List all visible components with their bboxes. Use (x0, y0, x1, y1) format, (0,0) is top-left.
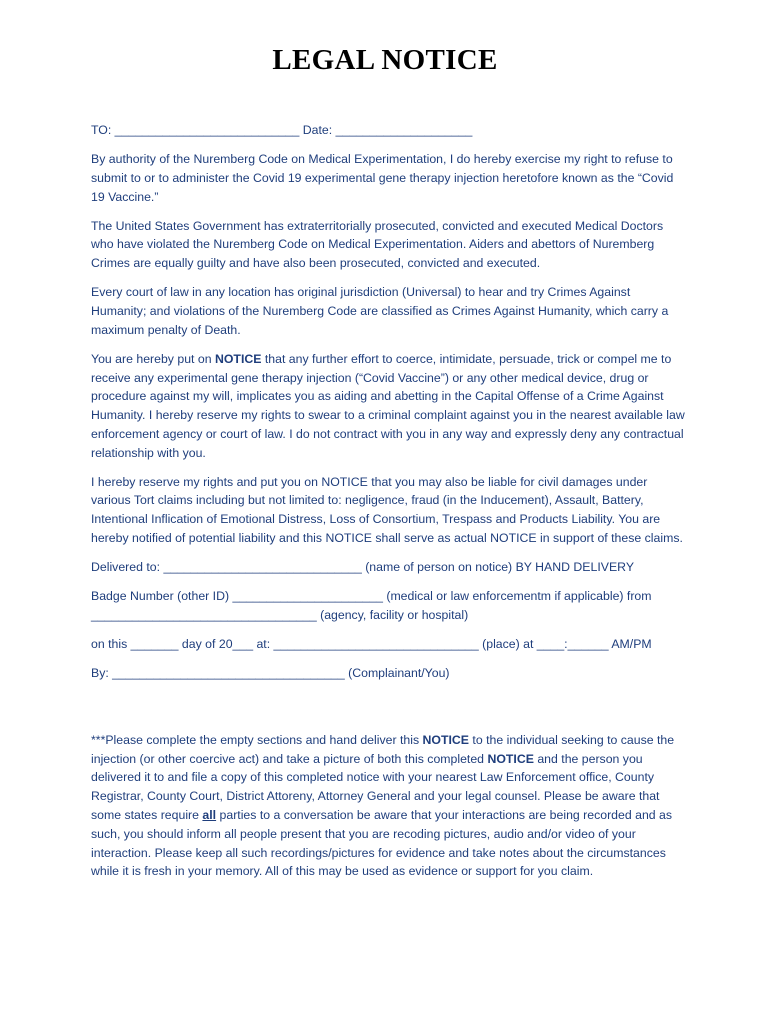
paragraph-nuremberg-authority: By authority of the Nuremberg Code on Medical Experimentation, I do hereby exercise my right to refuse to submit to or to administer the Covid 19 experimental gene therapy injection heretofore known as the “Covid 19 Vaccine.” (91, 151, 674, 204)
paragraph-government-prosecution: The United States Government has extraterritorially prosecuted, convicted and executed Medical Doctors who have violated the Nuremberg Code on Medical Experimentation. Aiders and abettors of Nuremberg Crimes are equally guilty and have also been prosecuted, convicted and executed. (91, 218, 664, 271)
paragraph-jurisdiction: Every court of law in any location has original jurisdiction (Universal) to hear and try Crimes Against Humanity; and violations of the Nuremberg Code are classified as Crimes Against Humanity, which carry a maximum penalty of Death. (91, 285, 669, 337)
paragraph-instructions: ***Please complete the empty sections and hand deliver this NOTICE to the individual seeking to cause the injection (or other coercive act) and take a picture of both this completed NOTICE and the person you delivered it to and file a copy of this completed notice with your nearest Law Enforcement office, County Registrar, County Court, District Attoreny, Attorney General and your legal counsel. Please be aware that some states require all parties to a conversation be aware that your interactions are being recorded and as such, you should inform all people present that you are recoding pictures, audio and/or video of your interaction. Please keep all such recordings/pictures for evidence and take notes about the circumstances while it is fresh in your memory. All of this may be used as evidence or support for you claim. (91, 732, 675, 879)
to-date-line: TO: ___________________________ Date: ____________________ (91, 123, 473, 137)
notice-emphasis: NOTICE (214, 351, 262, 366)
all-emphasis: all (202, 807, 217, 822)
section-spacer (91, 693, 685, 731)
signature-line: By: __________________________________ (Complainant/You) (91, 665, 450, 680)
document-body (91, 121, 685, 891)
document-title: LEGAL NOTICE (272, 44, 498, 76)
badge-number-line: Badge Number (other ID) ______________________ (medical or law enforcementm if applicable) from _________________________________ (agency, facility or hospital) (91, 589, 652, 622)
paragraph-notice: You are hereby put on NOTICE that any further effort to coerce, intimidate, persuade, trick or compel me to receive any experimental gene therapy injection (“Covid Vaccine”) or any other medical device, drug or procedure against my will, implicates you as aiding and abetting in the Capital Offense of a Crime Against Humanity. I hereby reserve my rights to swear to a criminal complaint against you in the nearest available law enforcement agency or court of law. I do not contract with you in any way and expressly deny any contractual relationship with you. (91, 351, 685, 460)
date-place-line: on this _______ day of 20___ at: ______________________________ (place) at ____:______ AM/PM (91, 636, 652, 651)
paragraph-civil-liability: I hereby reserve my rights and put you on NOTICE that you may also be liable for civil damages under various Tort claims including but not limited to: negligence, fraud (in the Inducement), Assault, Battery, Intentional Inflication of Emotional Distress, Loss of Consortium, Trespass and Products Liability. You are hereby notified of potential liability and this NOTICE shall serve as actual NOTICE in support of these claims. (91, 474, 683, 546)
delivered-to-line: Delivered to: _____________________________ (name of person on notice) BY HAND DELIVERY (91, 560, 635, 575)
